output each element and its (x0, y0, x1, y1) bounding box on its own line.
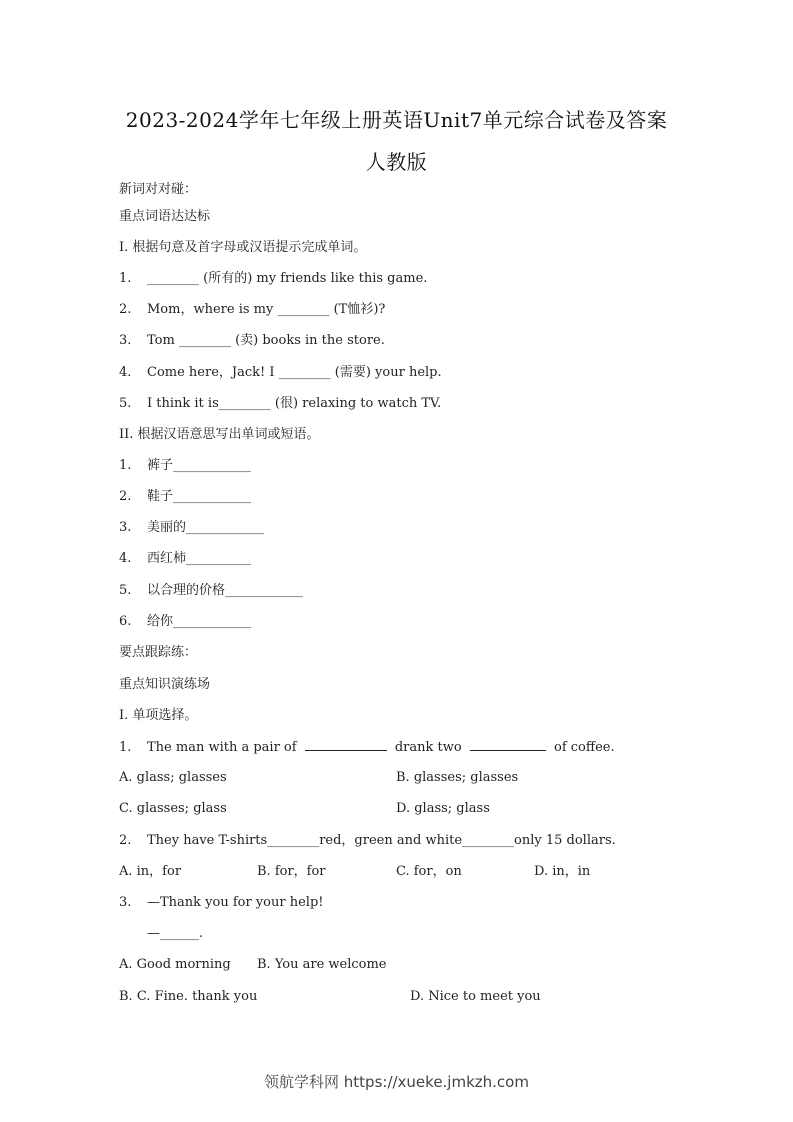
option-b: B. You are welcome (257, 957, 387, 972)
part2-item (119, 550, 251, 568)
answer-line: —______. (147, 926, 204, 941)
item-text: I think it is________ (很) relaxing to watch TV. (147, 396, 442, 411)
part2-item (119, 519, 264, 537)
part2-item (119, 582, 303, 600)
part1-item (119, 395, 441, 413)
item-text: ________ (所有的) my friends like this game. (147, 271, 428, 286)
question-3 (119, 894, 324, 912)
part2-heading: II. 根据汉语意思写出单词或短语。 (119, 427, 320, 442)
item-number: 1. (119, 458, 132, 473)
option-c: C. for，on (396, 864, 462, 879)
question-number: 3. (119, 895, 132, 910)
item-number: 1. (119, 271, 132, 286)
question-text: They have T-shirts________red，green and white________only 15 dollars. (147, 833, 616, 848)
section-practice: 重点知识演练场 (119, 677, 211, 692)
question-text-part: of coffee. (554, 740, 615, 755)
item-text: Tom ________ (卖) books in the store. (147, 333, 385, 348)
part1-heading: I. 根据句意及首字母或汉语提示完成单词。 (119, 240, 367, 255)
question-text-part: drank two (394, 740, 462, 755)
option-c: C. glasses; glass (119, 801, 227, 816)
option-d: D. in，in (534, 864, 591, 879)
item-text: Mom，where is my ________ (T恤衫)? (147, 302, 386, 317)
option-a: A. glass; glasses (119, 770, 227, 785)
option-b: B. glasses; glasses (396, 770, 519, 785)
option-d: D. Nice to meet you (410, 989, 541, 1004)
item-number: 4. (119, 551, 132, 566)
page-title: 2023-2024学年七年级上册英语Unit7单元综合试卷及答案 (125, 108, 668, 132)
question-number: 2. (119, 833, 132, 848)
item-text: 鞋子____________ (147, 489, 252, 504)
question-2 (119, 832, 616, 850)
part1-item (119, 301, 385, 319)
item-number: 6. (119, 614, 132, 629)
part2-item (119, 488, 251, 506)
item-text: 裤子____________ (147, 458, 252, 473)
item-text: 西红柿__________ (147, 551, 252, 566)
question-text: —Thank you for your help! (147, 895, 324, 910)
item-number: 4. (119, 365, 132, 380)
item-text: 给你____________ (147, 614, 252, 629)
item-number: 5. (119, 583, 132, 598)
part2-item (119, 457, 251, 475)
question-text-part: The man with a pair of (147, 740, 297, 755)
page-footer: 领航学科网 https://xueke.jmkzh.com (264, 1073, 529, 1091)
part3-heading: I. 单项选择。 (119, 708, 198, 723)
option-d: D. glass; glass (396, 801, 490, 816)
section-key-points: 要点跟踪练： (119, 645, 198, 660)
part1-item (119, 332, 385, 350)
section-key-words: 重点词语达达标 (119, 209, 211, 224)
question-1 (119, 738, 615, 757)
option-b: B. for，for (257, 864, 326, 879)
part1-item (119, 270, 427, 288)
option-a: A. in，for (119, 864, 182, 879)
part1-item (119, 364, 442, 382)
page-subtitle: 人教版 (365, 150, 428, 174)
answer-blank (305, 738, 387, 751)
item-number: 2. (119, 302, 132, 317)
item-text: 美丽的____________ (147, 520, 265, 535)
question-number: 1. (119, 740, 132, 755)
option-a: A. Good morning (119, 957, 231, 972)
item-number: 3. (119, 333, 132, 348)
item-number: 3. (119, 520, 132, 535)
item-number: 2. (119, 489, 132, 504)
part2-item (119, 613, 251, 631)
option-c: B. C. Fine. thank you (119, 989, 258, 1004)
item-number: 5. (119, 396, 132, 411)
item-text: Come here，Jack! I ________ (需要) your help. (147, 365, 442, 380)
section-new-words: 新词对对碰： (119, 182, 198, 197)
item-text: 以合理的价格____________ (147, 583, 304, 598)
answer-blank (470, 738, 546, 751)
